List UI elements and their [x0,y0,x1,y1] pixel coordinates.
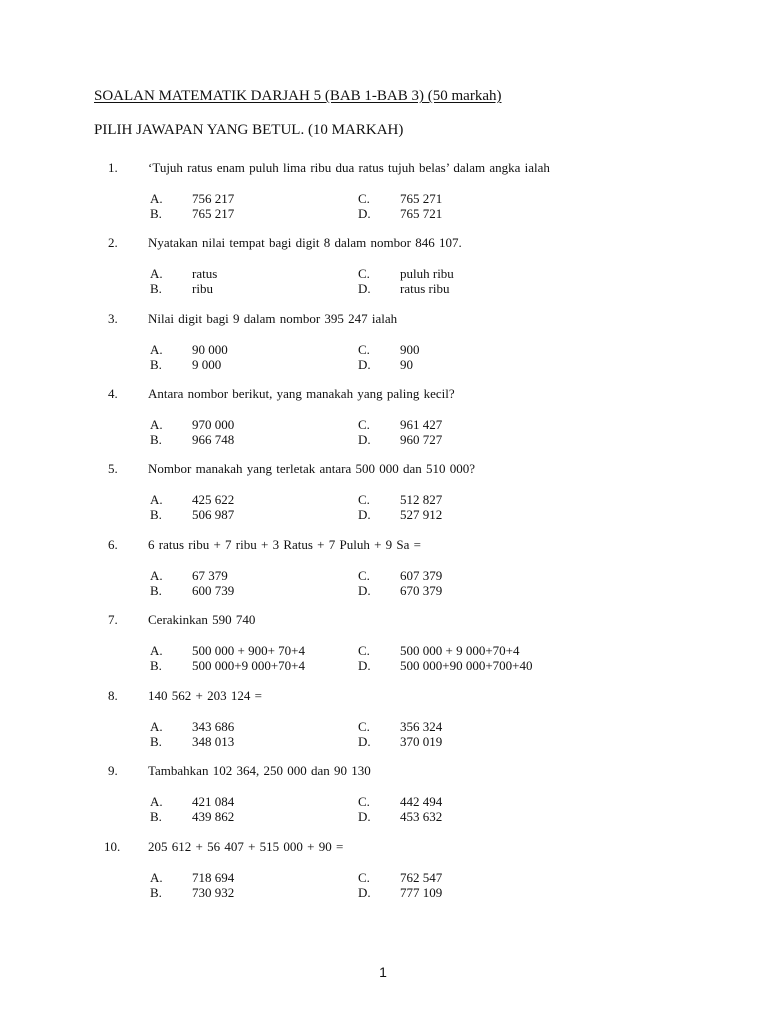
question-text: 140 562 + 203 124 = [148,688,262,703]
question-9 [0,763,768,838]
question-number: 2. [108,235,118,250]
option-value: 9 000 [192,357,222,372]
option-value: 777 109 [400,885,443,900]
question-text: Nilai digit bagi 9 dalam nombor 395 247 ialah [148,311,398,326]
question-text: 205 612 + 56 407 + 515 000 + 90 = [148,839,344,854]
option-value: 670 379 [400,583,443,598]
option-value: 730 932 [192,885,235,900]
option-value: 90 000 [192,342,228,357]
option-value: 900 [400,342,420,357]
option-value: 500 000 + 900+ 70+4 [192,643,305,658]
question-number: 6. [108,537,118,552]
option-value: 506 987 [192,507,235,522]
option-value: 500 000+9 000+70+4 [192,658,305,673]
option-letter: C. [358,191,370,206]
option-value: 765 271 [400,191,443,206]
option-letter: C. [358,342,370,357]
option-letter: A. [150,643,163,658]
option-value: 718 694 [192,870,235,885]
option-letter: B. [150,357,162,372]
option-value: 500 000+90 000+700+40 [400,658,533,673]
option-value: 607 379 [400,568,443,583]
question-text: Nyatakan nilai tempat bagi digit 8 dalam nombor 846 107. [148,235,462,250]
question-number: 4. [108,386,118,401]
question-2 [0,235,768,310]
option-value: 765 721 [400,206,443,221]
question-10 [0,839,768,914]
question-5 [0,461,768,536]
question-7 [0,612,768,687]
question-number: 8. [108,688,118,703]
question-text: Cerakinkan 590 740 [148,612,256,627]
option-value: 527 912 [400,507,443,522]
option-letter: C. [358,568,370,583]
option-letter: A. [150,568,163,583]
option-letter: D. [358,809,371,824]
option-value: 370 019 [400,734,443,749]
option-value: 67 379 [192,568,228,583]
option-letter: D. [358,658,371,673]
option-value: 762 547 [400,870,443,885]
question-text: Antara nombor berikut, yang manakah yang paling kecil? [148,386,455,401]
question-text: 6 ratus ribu + 7 ribu + 3 Ratus + 7 Puluh + 9 Sa = [148,537,422,552]
question-number: 10. [104,839,121,854]
option-value: ribu [192,281,213,296]
option-letter: C. [358,643,370,658]
option-letter: A. [150,870,163,885]
option-letter: A. [150,492,163,507]
option-value: 356 324 [400,719,443,734]
question-number: 7. [108,612,118,627]
option-value: ratus ribu [400,281,450,296]
option-value: 343 686 [192,719,235,734]
page-number-text: 1 [379,964,387,980]
option-letter: C. [358,719,370,734]
question-6 [0,537,768,612]
section-heading: PILIH JAWAPAN YANG BETUL. (10 MARKAH) [94,122,404,138]
option-letter: B. [150,432,162,447]
option-value: 421 084 [192,794,235,809]
option-letter: B. [150,809,162,824]
option-letter: C. [358,492,370,507]
option-value: 756 217 [192,191,235,206]
option-letter: B. [150,885,162,900]
option-letter: D. [358,281,371,296]
option-value: 442 494 [400,794,443,809]
option-letter: A. [150,266,163,281]
option-letter: C. [358,417,370,432]
option-letter: B. [150,734,162,749]
question-text: ‘Tujuh ratus enam puluh lima ribu dua ratus tujuh belas’ dalam angka ialah [148,160,550,175]
option-letter: D. [358,432,371,447]
option-letter: D. [358,507,371,522]
option-value: 500 000 + 9 000+70+4 [400,643,520,658]
option-letter: D. [358,583,371,598]
option-letter: B. [150,658,162,673]
option-letter: C. [358,870,370,885]
option-value: 348 013 [192,734,235,749]
option-letter: C. [358,794,370,809]
option-letter: D. [358,885,371,900]
option-value: 966 748 [192,432,235,447]
option-letter: D. [358,206,371,221]
option-letter: A. [150,417,163,432]
option-value: 960 727 [400,432,443,447]
option-letter: D. [358,734,371,749]
question-number: 1. [108,160,118,175]
option-value: ratus [192,266,218,281]
option-value: 90 [400,357,413,372]
option-letter: A. [150,794,163,809]
question-number: 5. [108,461,118,476]
option-value: 512 827 [400,492,443,507]
option-value: 600 739 [192,583,235,598]
option-value: 439 862 [192,809,235,824]
option-value: 961 427 [400,417,443,432]
option-value: puluh ribu [400,266,454,281]
question-8 [0,688,768,763]
question-3 [0,311,768,386]
question-number: 3. [108,311,118,326]
option-letter: B. [150,583,162,598]
option-value: 453 632 [400,809,443,824]
option-value: 970 000 [192,417,235,432]
option-value: 425 622 [192,492,235,507]
option-letter: B. [150,507,162,522]
page-number [0,964,768,980]
question-text: Tambahkan 102 364, 250 000 dan 90 130 [148,763,371,778]
option-letter: B. [150,206,162,221]
option-letter: A. [150,191,163,206]
option-letter: D. [358,357,371,372]
question-text: Nombor manakah yang terletak antara 500 000 dan 510 000? [148,461,476,476]
option-letter: C. [358,266,370,281]
option-letter: A. [150,342,163,357]
option-value: 765 217 [192,206,235,221]
option-letter: B. [150,281,162,296]
question-1 [0,160,768,235]
question-4 [0,386,768,461]
question-number: 9. [108,763,118,778]
option-letter: A. [150,719,163,734]
page-title: SOALAN MATEMATIK DARJAH 5 (BAB 1-BAB 3) (50 markah) [94,88,502,104]
